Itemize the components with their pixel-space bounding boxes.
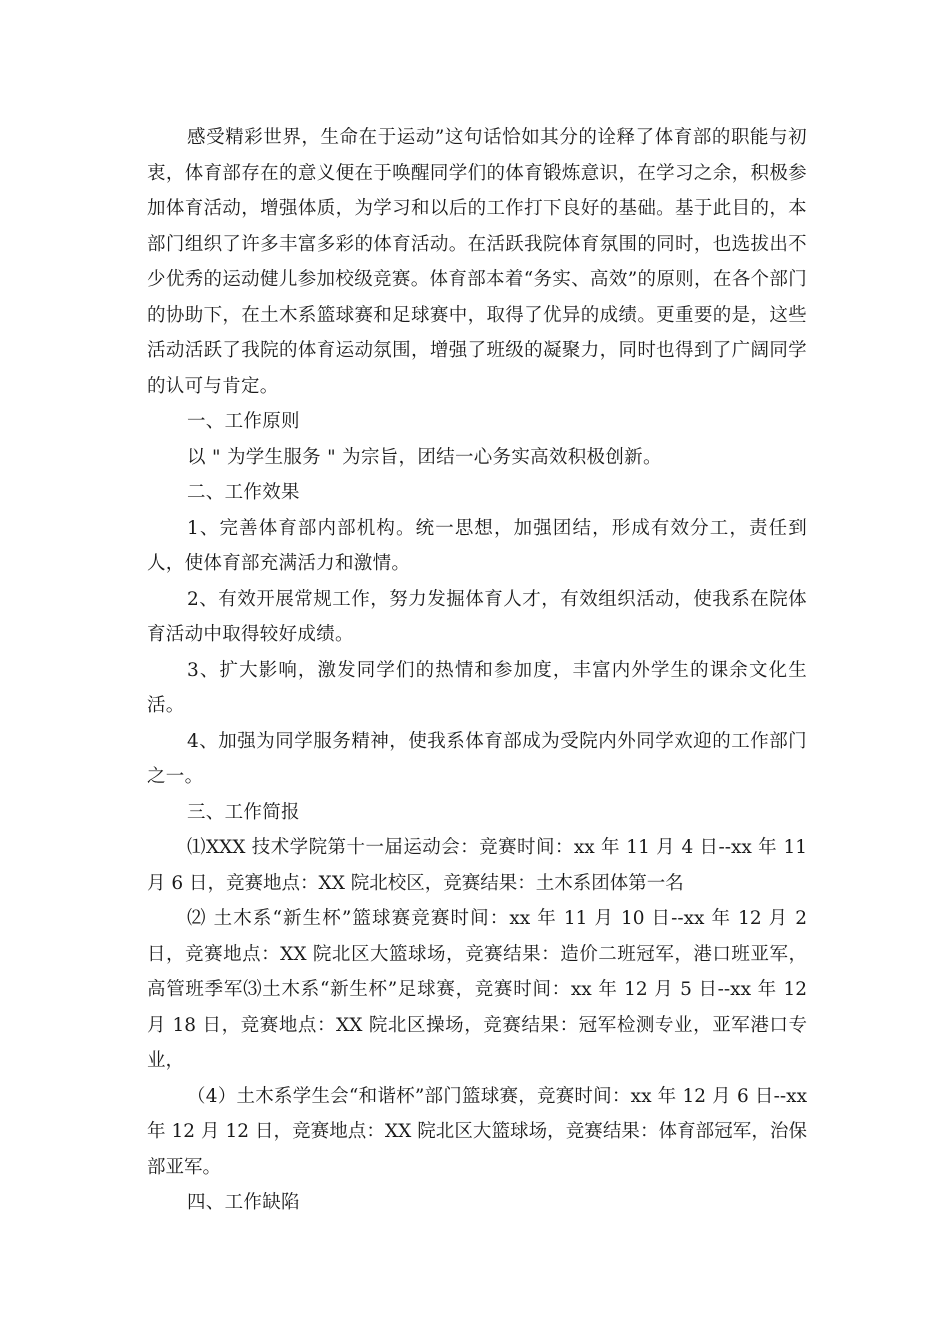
section-heading-shortcomings: 四、工作缺陷 bbox=[187, 1192, 300, 1213]
intro-paragraph: 感受精彩世界，生命在于运动”这句话恰如其分的诠释了体育部的职能与初衷，体育部存在的意义便在于唤醒同学们的体育锻炼意识，在学习之余，积极参加体育活动，增强体质，为学习和以后的工作打下良好的基础。基于此目的，本部门组织了许多丰富多彩的体育活动。在活跃我院体育氛围的同时，也选拔出不少优秀的运动健儿参加校级竞赛。体育部本着“务实、高效”的原则，在各个部门的协助下，在土木系篮球赛和足球赛中，取得了优异的成绩。更重要的是，这些活动活跃了我院的体育运动氛围，增强了班级的凝聚力，同时也得到了广阔同学的认可与肯定。 bbox=[147, 127, 807, 397]
effect-item: 4、加强为同学服务精神，使我系体育部成为受院内外同学欢迎的工作部门之一。 bbox=[147, 730, 807, 787]
briefing-item: ⑴XXX 技术学院第十一届运动会：竞赛时间：xx 年 11 月 4 日--xx 年 11 月 6 日，竞赛地点：XX 院北校区，竞赛结果：土木系团体第一名 bbox=[147, 837, 807, 894]
section-heading-principles: 一、工作原则 bbox=[187, 411, 300, 432]
principles-text: 以 " 为学生服务 " 为宗旨，团结一心务实高效积极创新。 bbox=[187, 446, 662, 468]
document-page bbox=[147, 120, 807, 1221]
effect-item: 2、有效开展常规工作，努力发掘体育人才，有效组织活动，使我系在院体育活动中取得较好成绩。 bbox=[147, 588, 807, 645]
section-heading-briefing: 三、工作简报 bbox=[187, 801, 300, 823]
effect-item: 3、扩大影响，激发同学们的热情和参加度，丰富内外学生的课余文化生活。 bbox=[147, 659, 807, 716]
briefing-item: ⑵ 土木系“新生杯”篮球赛竞赛时间：xx 年 11 月 10 日--xx 年 12 月 2 日，竞赛地点：XX 院北区大篮球场，竞赛结果：造价二班冠军，港口班亚军，高管班季军⑶土木系“新生杯”足球赛，竞赛时间：xx 年 12 月 5 日--xx 年 12 月 18 日，竞赛地点：XX 院北区操场，竞赛结果：冠军检测专业，亚军港口专业， bbox=[147, 908, 807, 1071]
effect-item: 1、完善体育部内部机构。统一思想，加强团结，形成有效分工，责任到人，使体育部充满活力和激情。 bbox=[147, 517, 807, 574]
briefing-item: （4）土木系学生会“和谐杯”部门篮球赛，竞赛时间：xx 年 12 月 6 日--xx 年 12 月 12 日，竞赛地点：XX 院北区大篮球场，竞赛结果：体育部冠军，治保部亚军。 bbox=[147, 1085, 807, 1178]
section-heading-effects: 二、工作效果 bbox=[187, 482, 300, 503]
